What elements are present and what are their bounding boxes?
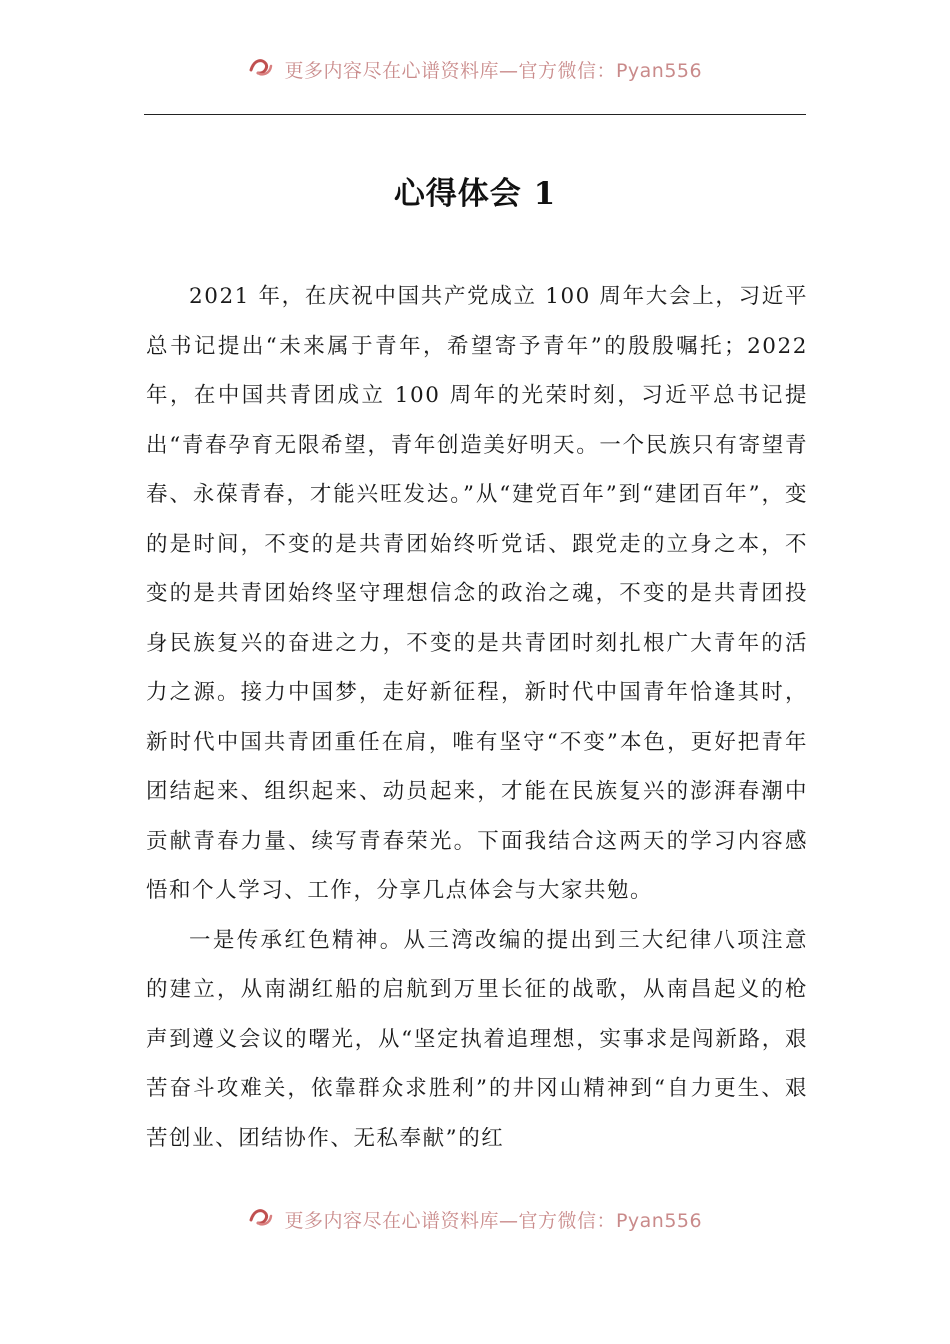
watermark-text: 更多内容尽在心谱资料库—官方微信：Pyan556 [284,60,703,82]
header-watermark [0,56,950,82]
ribbon-logo-icon [248,1206,274,1232]
paragraph-2: 一是传承红色精神。从三湾改编的提出到三大纪律八项注意的建立，从南湖红船的启航到万里长征的战歌，从南昌起义的枪声到遵义会议的曙光，从“坚定执着追理想，实事求是闯新路，艰苦奋斗攻难关，依靠群众求胜利”的井冈山精神到“自力更生、艰苦创业、团结协作、无私奉献”的红 [146,927,808,1151]
footer-watermark [0,1206,950,1232]
watermark-text: 更多内容尽在心谱资料库—官方微信：Pyan556 [284,1210,703,1232]
document-body [146,272,808,1163]
ribbon-logo-icon [248,56,274,82]
page-title: 心得体会 1 [393,176,557,212]
paragraph-1: 2021 年，在庆祝中国共产党成立 100 周年大会上，习近平总书记提出“未来属于青年，希望寄予青年”的殷殷嘱托；2022 年，在中国共青团成立 100 周年的光荣时刻，习近平总书记提出“青春孕育无限希望，青年创造美好明天。一个民族只有寄望青春、永葆青春，才能兴旺发达。”从“建党百年”到“建团百年”，变的是时间，不变的是共青团始终听党话、跟党走的立身之本，不变的是共青团始终坚守理想信念的政治之魂，不变的是共青团投身民族复兴的奋进之力，不变的是共青团时刻扎根广大青年的活力之源。接力中国梦，走好新征程，新时代中国青年恰逢其时，新时代中国共青团重任在肩，唯有坚守“不变”本色，更好把青年团结起来、组织起来、动员起来，才能在民族复兴的澎湃春潮中贡献青春力量、续写青春荣光。下面我结合这两天的学习内容感悟和个人学习、工作，分享几点体会与大家共勉。 [146,284,808,903]
header-rule [144,114,806,115]
